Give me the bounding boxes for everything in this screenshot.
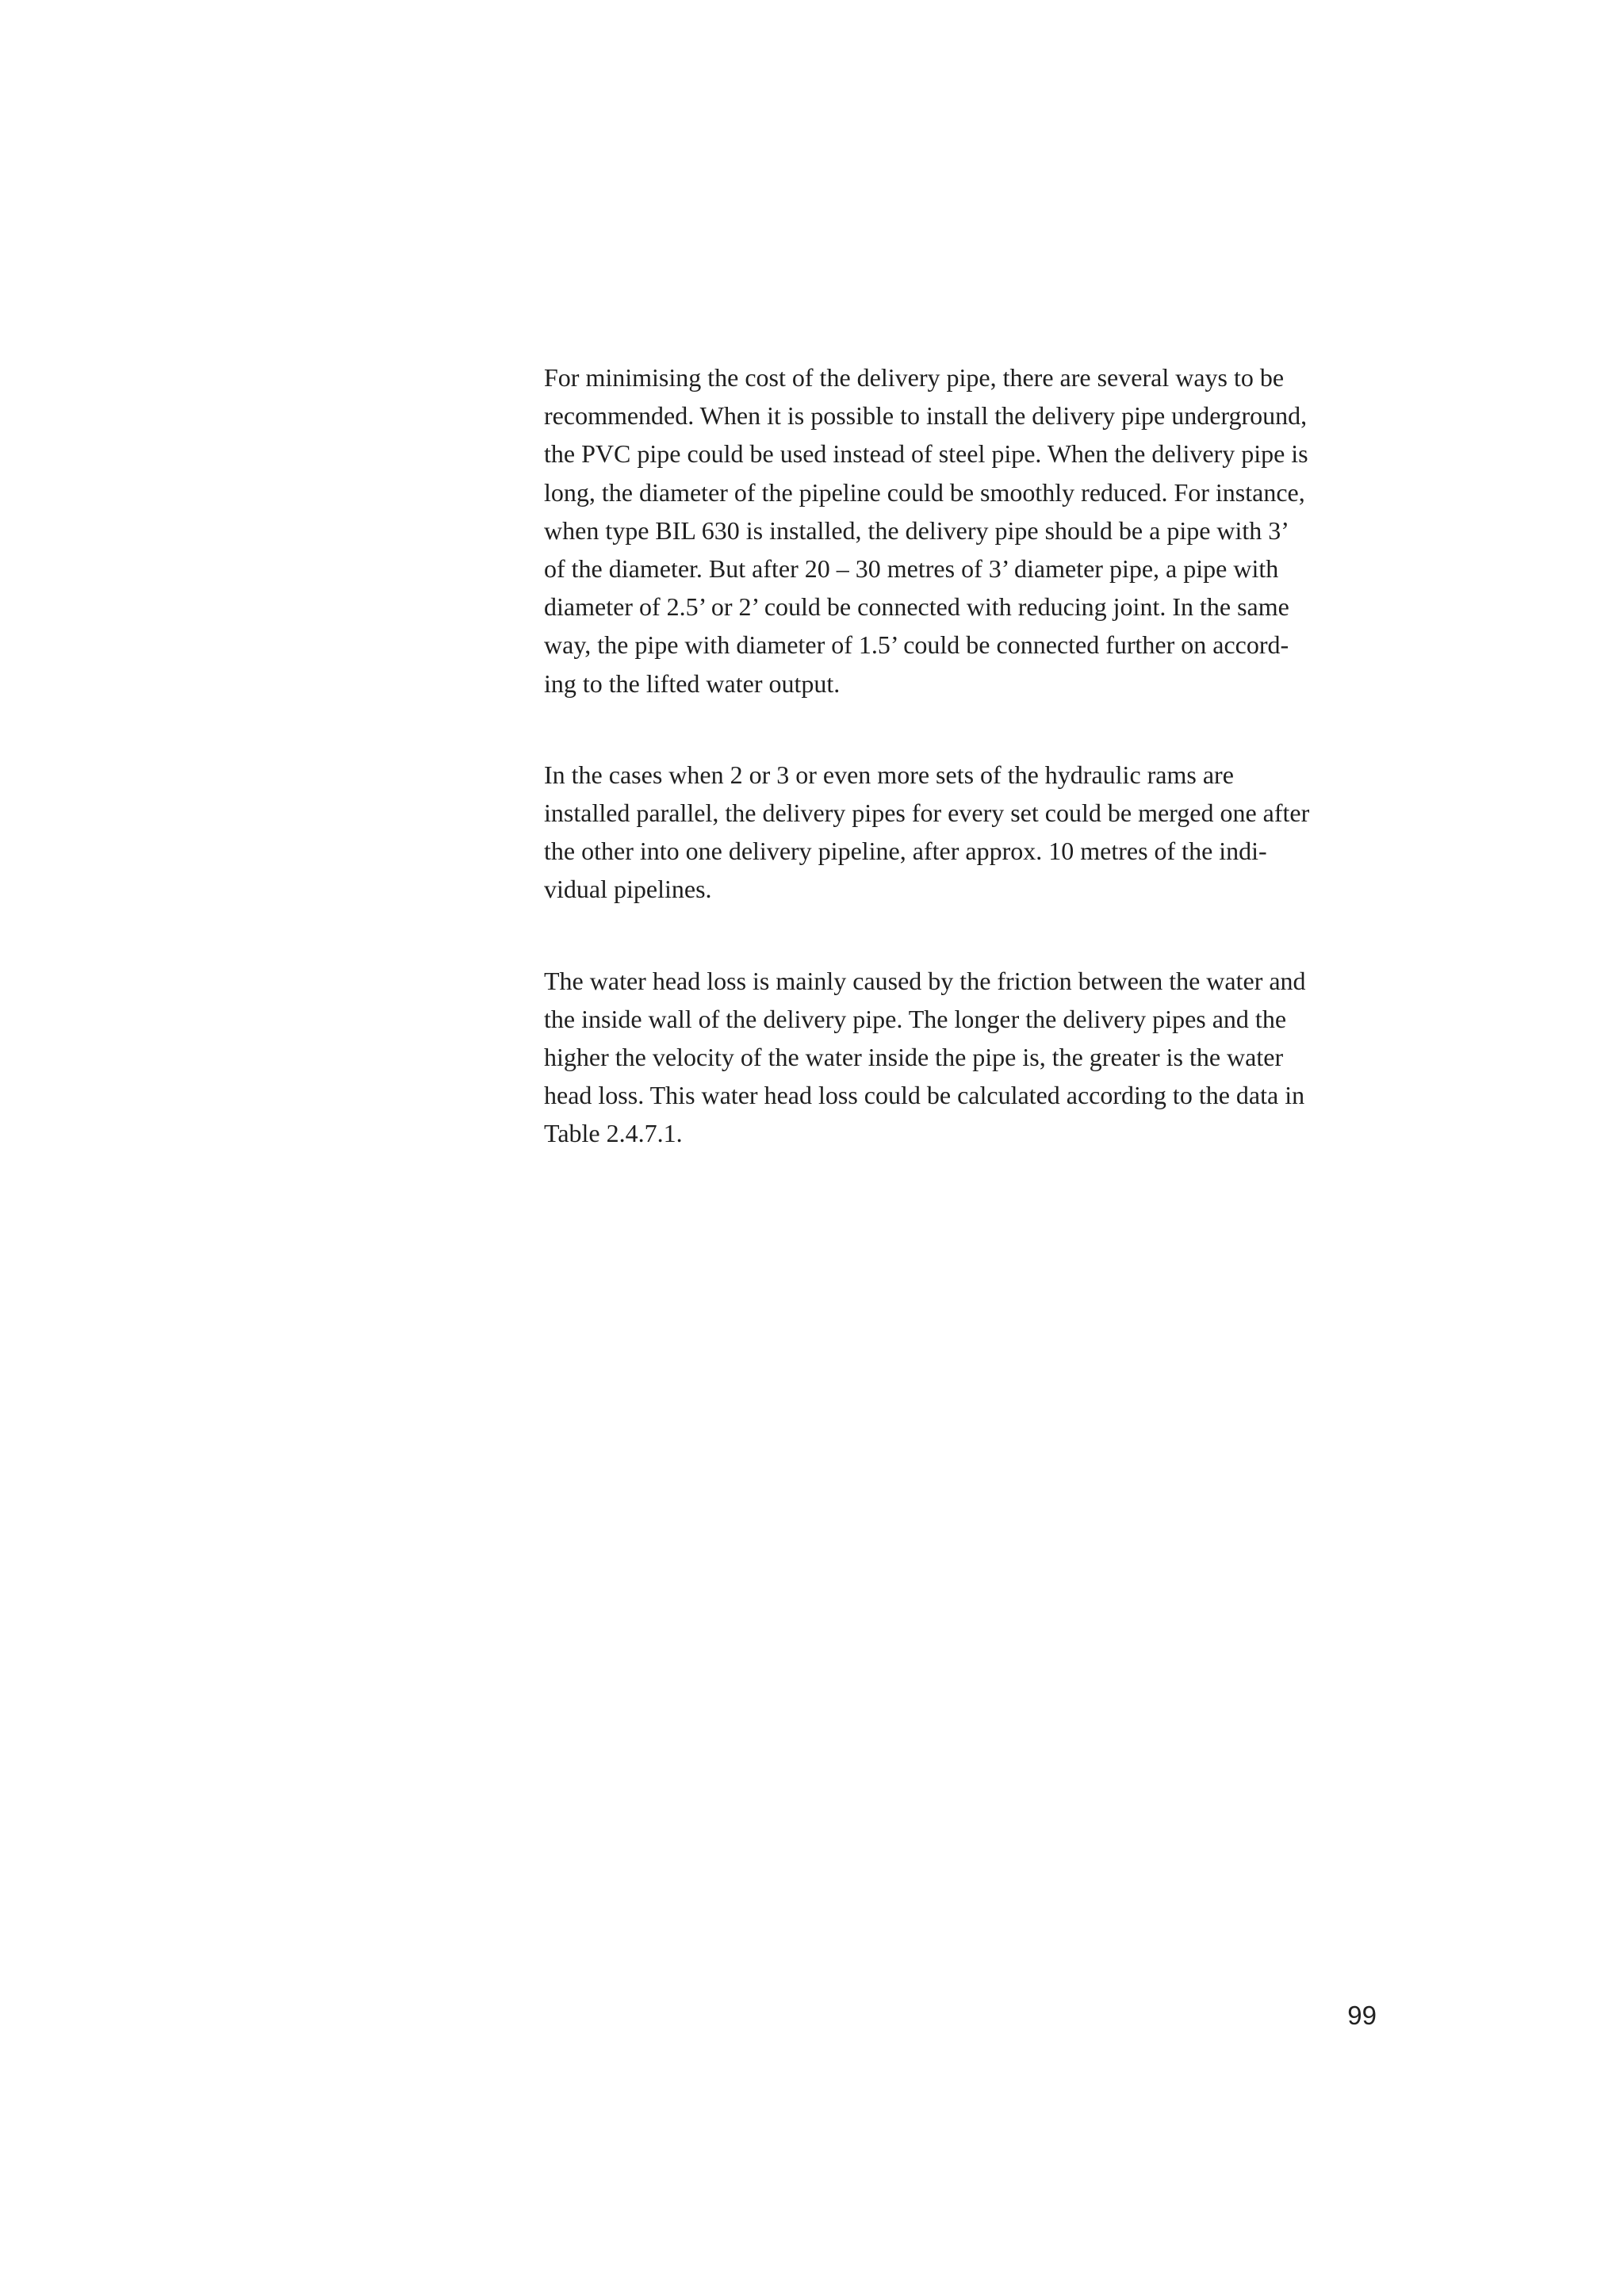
paragraph-delivery-pipe-cost [544, 358, 1377, 703]
text-line: installed parallel, the delivery pipes for every set could be merged one after [544, 798, 1310, 828]
text-line: The water head loss is mainly caused by the friction between the water and [544, 966, 1306, 995]
text-line: the other into one delivery pipeline, after approx. 10 metres of the indi- [544, 837, 1267, 866]
text-line: ing to the lifted water output. [544, 668, 841, 698]
text-line: Table 2.4.7.1. [544, 1119, 683, 1148]
text-line: diameter of 2.5’ or 2’ could be connected with reducing joint. In the same [544, 592, 1289, 622]
body-text [544, 358, 1377, 1206]
text-line: of the diameter. But after 20 – 30 metres of 3’ diameter pipe, a pipe with [544, 554, 1279, 584]
text-line: higher the velocity of the water inside the pipe is, the greater is the water [544, 1043, 1284, 1072]
text-line: the PVC pipe could be used instead of steel pipe. When the delivery pipe is [544, 439, 1308, 469]
text-line: when type BIL 630 is installed, the delivery pipe should be a pipe with 3’ [544, 515, 1289, 545]
paragraph-head-loss [544, 962, 1377, 1153]
paragraph-parallel-rams [544, 756, 1377, 909]
text-line: vidual pipelines. [544, 875, 712, 904]
text-line: way, the pipe with diameter of 1.5’ could be connected further on accord- [544, 630, 1289, 660]
page-number: 99 [1347, 2001, 1377, 2030]
text-line: In the cases when 2 or 3 or even more sets of the hydraulic rams are [544, 760, 1234, 789]
text-line: the inside wall of the delivery pipe. The longer the delivery pipes and the [544, 1004, 1287, 1033]
text-line: recommended. When it is possible to install the delivery pipe underground, [544, 401, 1308, 431]
text-line: long, the diameter of the pipeline could be smoothly reduced. For instance, [544, 477, 1305, 507]
text-line: For minimising the cost of the delivery pipe, there are several ways to be [544, 363, 1285, 392]
text-line: head loss. This water head loss could be calculated according to the data in [544, 1081, 1305, 1110]
